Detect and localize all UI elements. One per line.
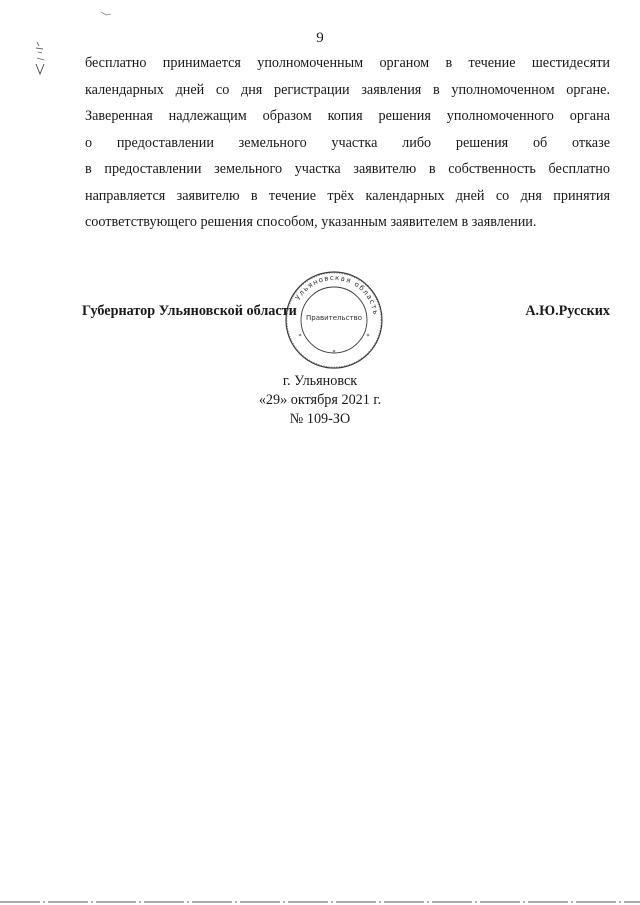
body-paragraph: [85, 50, 610, 236]
body-line: соответствующего решения способом, указанным заявителем в заявлении.: [85, 214, 537, 230]
document-number: № 109-ЗО: [289, 411, 351, 427]
body-line: направляется заявителю в течение трёх календарных дней со дня принятия: [85, 187, 610, 204]
city: г. Ульяновск: [282, 373, 358, 389]
seal-ring-text: Ульяновская область: [293, 273, 380, 317]
page-number: 9: [316, 30, 324, 46]
body-line: календарных дней со дня регистрации заявления в уполномоченном органе.: [85, 81, 610, 98]
svg-text:*: *: [332, 349, 336, 356]
scan-edge-line: [0, 899, 640, 905]
signatory-title: Губернатор Ульяновской области: [82, 303, 297, 319]
body-line: о предоставлении земельного участка либо решения об отказе: [85, 134, 610, 151]
body-line: Заверенная надлежащим образом копия решения уполномоченного органа: [85, 108, 610, 124]
body-line: бесплатно принимается уполномоченным органом в течение шестидесяти: [85, 55, 610, 71]
place-date-block: [0, 372, 640, 429]
official-seal-icon: [282, 268, 386, 372]
body-line: в предоставлении земельного участка заявителю в собственность бесплатно: [85, 161, 610, 177]
signatory-name: А.Ю.Русских: [525, 303, 610, 319]
document-date: «29» октября 2021 г.: [258, 392, 382, 408]
svg-text:*: *: [366, 333, 370, 340]
svg-text:*: *: [298, 333, 302, 340]
scan-mark-icon: [100, 10, 112, 18]
seal-center-text: Правительство: [306, 314, 362, 322]
